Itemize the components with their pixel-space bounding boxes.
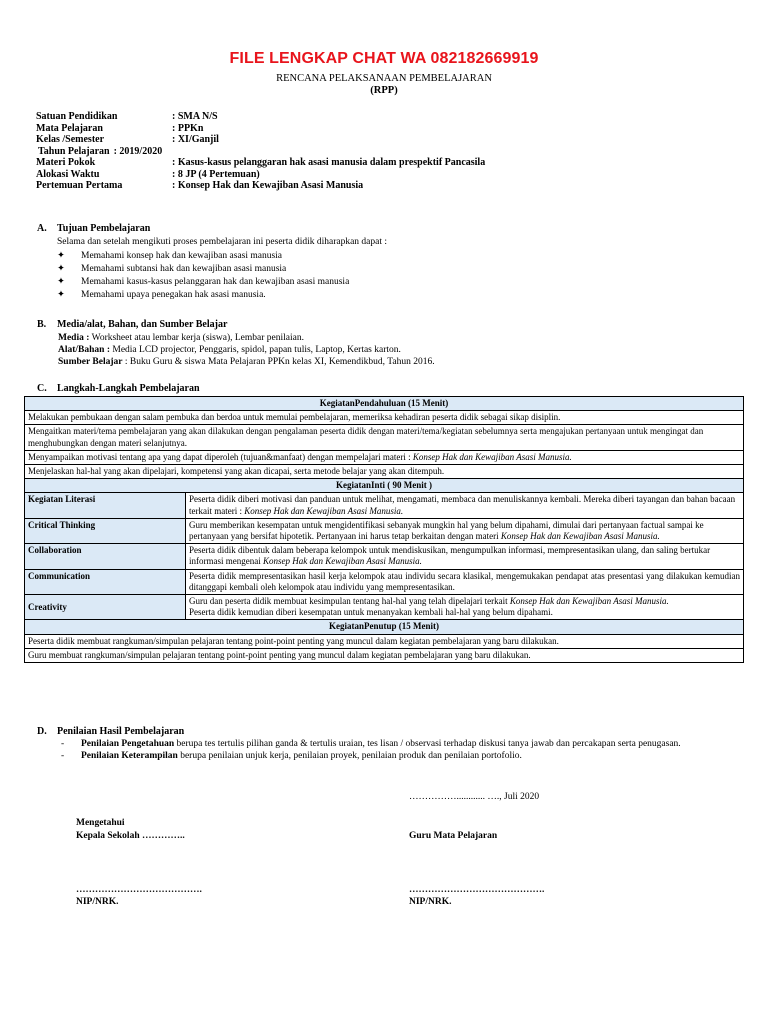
- identity-label: Alokasi Waktu: [36, 168, 100, 180]
- table-row: [25, 411, 744, 425]
- identity-label-inline: Tahun Pelajaran : 2019/2020: [38, 145, 163, 157]
- table-row: [25, 544, 744, 569]
- assessment-list: [61, 738, 741, 762]
- signature-mengetahui: Mengetahui: [76, 818, 125, 828]
- identity-label: Kelas /Semester: [36, 134, 105, 145]
- list-item: ✦ Memahami kasus-kasus pelanggaran hak dan kewajiban asasi manusia: [57, 277, 350, 287]
- table-row: [25, 397, 744, 411]
- banner-contact: FILE LENGKAP CHAT WA 082182669919: [229, 50, 539, 67]
- star-bullet-icon: ✦: [57, 251, 65, 261]
- learning-steps-table: [24, 396, 744, 663]
- table-row: [25, 648, 744, 662]
- list-item: ✦ Memahami subtansi hak dan kewajiban asasi manusia: [57, 264, 287, 274]
- document-subtitle: (RPP): [370, 85, 398, 96]
- identity-value: : Kasus-kasus pelanggaran hak asasi manusia dalam prespektif Pancasila: [172, 157, 486, 168]
- activity-desc: Peserta didik dibentuk dalam beberapa kelompok untuk mendiskusikan, mengumpulkan informasi, mempresentasikan ulang, dan saling bertukar informasi mengenai Konsep Hak dan Kewajiban Asasi Manusia.: [186, 544, 744, 569]
- star-bullet-icon: ✦: [57, 264, 65, 274]
- section-a-intro: Selama dan setelah mengikuti proses pembelajaran ini peserta didik diharapkan dapat :: [57, 237, 388, 247]
- identity-label: Satuan Pendidikan: [36, 111, 118, 122]
- sumber-line: Sumber Belajar : Buku Guru & siswa Mata Pelajaran PPKn kelas XI, Kemendikbud, Tahun 2016.: [58, 357, 435, 367]
- phase-header-penutup: KegiatanPenutup (15 Menit): [25, 620, 744, 634]
- table-row: [25, 634, 744, 648]
- activity-desc: Peserta didik diberi motivasi dan panduan untuk melihat, mengamati, membaca dan menuliskannya kembali. Mereka diberi tayangan dan bahan bacaan terkait materi : Konsep Hak dan Kewajiban Asasi Manusia.: [186, 493, 744, 518]
- alat-line: Alat/Bahan : Media LCD projector, Penggaris, spidol, papan tulis, Laptop, Kertas karton.: [58, 345, 401, 355]
- identity-value: : PPKn: [172, 122, 204, 134]
- activity-label: Critical Thinking: [25, 518, 186, 543]
- signature-guru: Guru Mata Pelajaran: [409, 831, 498, 841]
- identity-value: : 2019/2020: [113, 145, 163, 157]
- signature-line-right: …………………………………….: [409, 885, 545, 895]
- identity-value: : Konsep Hak dan Kewajiban Asasi Manusia: [172, 180, 364, 191]
- identity-label: Pertemuan Pertama: [36, 180, 123, 191]
- identity-label: Materi Pokok: [36, 157, 96, 168]
- signature-kepala: Kepala Sekolah …………..: [76, 831, 185, 841]
- signature-date: ……………............ …., Juli 2020: [409, 792, 540, 802]
- identity-value: : XI/Ganjil: [172, 134, 219, 145]
- document-title: RENCANA PELAKSANAAN PEMBELAJARAN: [276, 73, 492, 84]
- table-row: [25, 620, 744, 634]
- phase-header-inti: KegiatanInti ( 90 Menit ): [25, 479, 744, 493]
- list-item: - Penilaian Keterampilan berupa penilaian unjuk kerja, penilaian proyek, penilaian produk dan penilaian portofolio.: [61, 751, 522, 761]
- star-bullet-icon: ✦: [57, 290, 65, 300]
- list-item: ✦ Memahami upaya penegakan hak asasi manusia.: [57, 290, 266, 300]
- table-cell: Guru membuat rangkuman/simpulan pelajaran tentang point-point penting yang muncul dalam kegiatan pembelajaran yang baru dilakukan.: [25, 648, 744, 662]
- table-row: [25, 595, 744, 620]
- activity-label: Creativity: [25, 595, 186, 620]
- activity-label: Kegiatan Literasi: [25, 493, 186, 518]
- table-cell: Peserta didik membuat rangkuman/simpulan pelajaran tentang point-point penting yang muncul dalam kegiatan pembelajaran yang baru dilakukan.: [25, 634, 744, 648]
- media-block: [58, 332, 435, 368]
- table-row: [25, 425, 744, 450]
- document-page: FILE LENGKAP CHAT WA 082182669919 RENCANA PELAKSANAAN PEMBELAJARAN (RPP) Satuan Pendidikan : SMA N/S Mata Pelajaran : PPKn Kelas /Semester : XI/Ganjil Tahun Pelajaran : 2019/2020 Materi Pokok : Kasus-kasus pelanggaran hak asasi manusia dalam prespektif Pancasila Alokasi Waktu : 8 JP (4 Pertemuan) Pertemuan Pertama : Konsep Hak dan Kewajiban Asasi Manusia A. Tujuan Pembelajaran Selama dan setelah mengikuti proses pembelajaran ini peserta didik diharapkan dapat : ✦ Memahami konsep hak dan kewajiban asasi manusia ✦ Memahami subtansi hak dan kewajiban asasi manusia ✦ Memahami kasus-kasus pelanggaran hak dan kewajiban asasi manusia ✦ Memahami upaya penegakan hak asasi manusia. B. Media/alat, Bahan, dan Sumber Belajar Media : Worksheet atau lembar kerja (siswa), Lembar penilaian. Alat/Bahan : Media LCD projector, Penggaris, spidol, papan tulis, Laptop, Kertas karton. Sumber Belajar : Buku Guru & siswa Mata Pelajaran PPKn kelas XI, Kemendikbud, Tahun 2016. C. Langkah-Langkah Pembelajaran KegiatanPendahuluan (15 Menit) Melakukan pembukaan dengan salam pembuka dan berdoa untuk memulai pembelajaran, memeriksa kehadiran peserta didik sebagai sikap disiplin. Mengaitkan materi/tema pembelajaran yang akan dilakukan dengan pengalaman peserta didik dengan materi/tema/kegiatan sebelumnya serta mengajukan pertanyaan untuk mengingat dan menghubungkan dengan materi selanjutnya. Menyampaikan motivasi tentang apa yang dapat diperoleh (tujuan&manfaat) dengan mempelajari materi : Konsep Hak dan Kewajiban Asasi Manusia. Menjelaskan hal-hal yang akan dipelajari, kompetensi yang akan dicapai, serta metode belajar yang akan ditempuh. KegiatanInti ( 90 Menit ) Kegiatan Literasi Peserta didik diberi motivasi dan panduan untuk melihat, mengamati, membaca dan menuliskannya kembali. Mereka diberi tayangan dan bahan bacaan terkait materi : Konsep Hak dan Kewajiban Asasi Manusia. Critical Thinking Guru memberikan kesempatan untuk mengidentifikasi sebanyak mungkin hal yang belum dipahami, dimulai dari pertanyaan factual sampai ke pertanyaan yang bersifat hipotetik. Pertanyaan ini harus tetap berkaitan dengan materi Konsep Hak dan Kewajiban Asasi Manusia. Collaboration Peserta didik dibentuk dalam beberapa kelompok untuk mendiskusikan, mengumpulkan informasi, mempresentasikan ulang, dan saling bertukar informasi mengenai Konsep Hak dan Kewajiban Asasi Manusia. Communication Peserta didik mempresentasikan hasil kerja kelompok atau individu secara klasikal, mengemukakan pendapat atas presentasi yang dilakukan kemudian ditanggapi kembali oleh kelompok atau individu yang mempresentasikan. Creativity Guru dan peserta didik membuat kesimpulan tentang hal-hal yang telah dipelajari terkait Konsep Hak dan Kewajiban Asasi Manusia. Peserta didik kemudian diberi kesempatan untuk menanyakan kembali hal-hal yang belum dipahami. KegiatanPenutup (15 Menit) Peserta didik membuat rangkuman/simpulan pelajaran tentang point-point penting yang muncul dalam kegiatan pembelajaran yang baru dilakukan. Guru membuat rangkuman/simpulan pelajaran tentang point-point penting yang muncul dalam kegiatan pembelajaran yang baru dilakukan. D. Penilaian Hasil Pembelajaran - Penilaian Pengetahuan berupa tes tertulis pilihan ganda & tertulis uraian, tes lisan / observasi terhadap diskusi tanya jawab dan percakapan serta penugasan. - Penilaian Keterampilan berupa penilaian unjuk kerja, penilaian proyek, penilaian produk dan penilaian portofolio. ……………............ …., Juli 2020 Mengetahui Kepala Sekolah ………….. Guru Mata Pelajaran …………………………………. ……………………………………. NIP/NRK. NIP/NRK.: [0, 0, 768, 1024]
- phase-header-pendahuluan: KegiatanPendahuluan (15 Menit): [25, 397, 744, 411]
- list-item: - Penilaian Pengetahuan berupa tes tertulis pilihan ganda & tertulis uraian, tes lisan / observasi terhadap diskusi tanya jawab dan percakapan serta penugasan.: [61, 739, 681, 749]
- table-row: [25, 493, 744, 518]
- nip-left: NIP/NRK.: [76, 897, 119, 907]
- activity-desc: Guru dan peserta didik membuat kesimpulan tentang hal-hal yang telah dipelajari terkait Konsep Hak dan Kewajiban Asasi Manusia. Peserta didik kemudian diberi kesempatan untuk menanyakan kembali hal-hal yang belum dipahami.: [186, 595, 744, 620]
- activity-desc: Guru memberikan kesempatan untuk mengidentifikasi sebanyak mungkin hal yang belum dipahami, dimulai dari pertanyaan factual sampai ke pertanyaan yang bersifat hipotetik. Pertanyaan ini harus tetap berkaitan dengan materi Konsep Hak dan Kewajiban Asasi Manusia.: [186, 518, 744, 543]
- identity-label: Mata Pelajaran: [36, 122, 103, 134]
- table-cell: Menjelaskan hal-hal yang akan dipelajari, kompetensi yang akan dicapai, serta metode belajar yang akan ditempuh.: [25, 465, 744, 479]
- identity-value: : 8 JP (4 Pertemuan): [172, 168, 260, 180]
- table-cell: Menyampaikan motivasi tentang apa yang dapat diperoleh (tujuan&manfaat) dengan mempelajari materi : Konsep Hak dan Kewajiban Asasi Manusia.: [25, 450, 744, 464]
- activity-label: Collaboration: [25, 544, 186, 569]
- identity-value: : SMA N/S: [172, 111, 218, 122]
- media-line: Media : Worksheet atau lembar kerja (siswa), Lembar penilaian.: [58, 333, 304, 343]
- star-bullet-icon: ✦: [57, 277, 65, 287]
- table-row: [25, 479, 744, 493]
- table-row: [25, 569, 744, 594]
- signature-line-left: ………………………………….: [76, 885, 202, 895]
- nip-right: NIP/NRK.: [409, 897, 452, 907]
- table-cell: Melakukan pembukaan dengan salam pembuka dan berdoa untuk memulai pembelajaran, memeriksa kehadiran peserta didik sebagai sikap disiplin.: [25, 411, 744, 425]
- table-row: [25, 450, 744, 464]
- table-row: [25, 465, 744, 479]
- activity-desc: Peserta didik mempresentasikan hasil kerja kelompok atau individu secara klasikal, mengemukakan pendapat atas presentasi yang dilakukan kemudian ditanggapi kembali oleh kelompok atau individu yang mempresentasikan.: [186, 569, 744, 594]
- list-item: ✦ Memahami konsep hak dan kewajiban asasi manusia: [57, 251, 283, 261]
- table-row: [25, 518, 744, 543]
- activity-label: Communication: [25, 569, 186, 594]
- table-cell: Mengaitkan materi/tema pembelajaran yang akan dilakukan dengan pengalaman peserta didik dengan materi/tema/kegiatan sebelumnya serta mengajukan pertanyaan untuk mengingat dan menghubungkan dengan materi selanjutnya.: [25, 425, 744, 450]
